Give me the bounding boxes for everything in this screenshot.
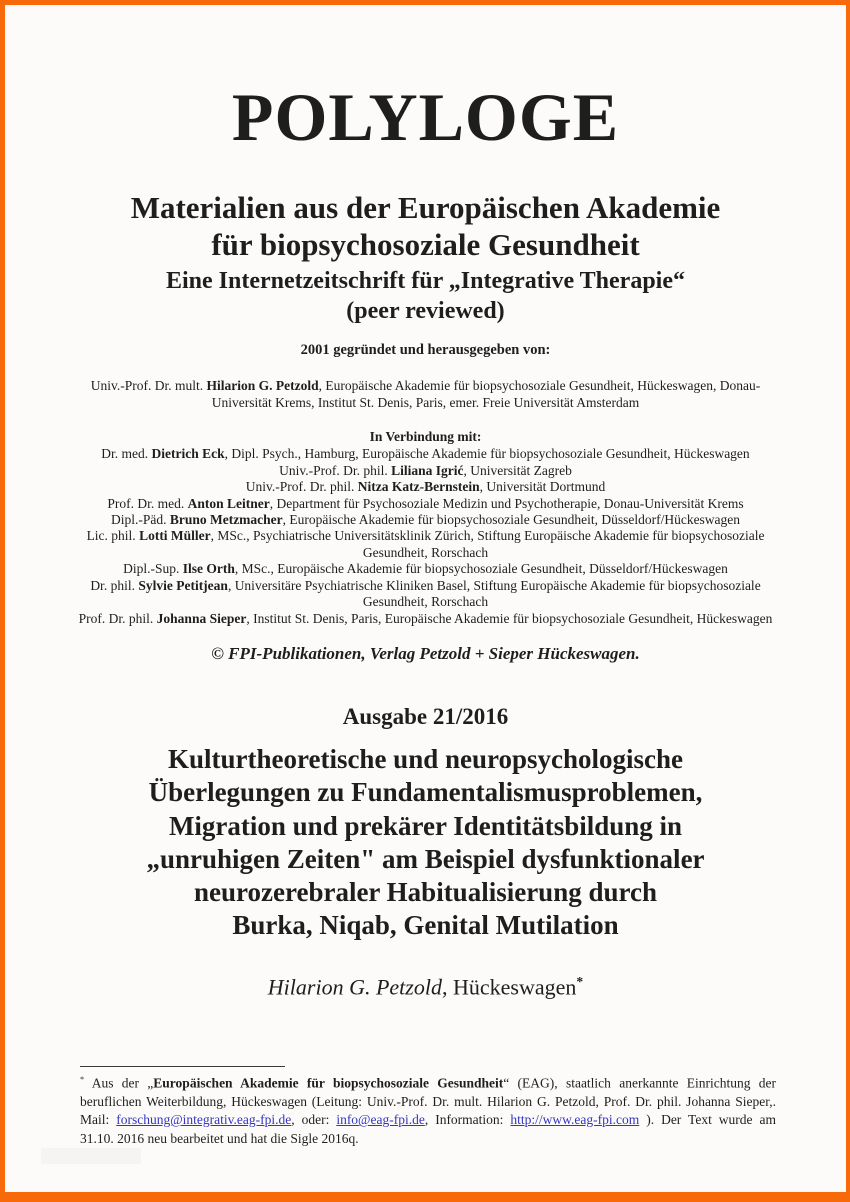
editor-name: Hilarion G. Petzold <box>206 378 319 394</box>
member-prefix: Prof. Dr. phil. <box>78 610 157 626</box>
board-member <box>71 446 780 462</box>
member-name: Dietrich Eck <box>151 446 225 462</box>
journal-title: POLYLOGE <box>231 79 620 155</box>
board-member <box>71 561 780 577</box>
footnote-segment: Aus der „ <box>84 1075 154 1091</box>
editorial-board-list <box>71 446 780 627</box>
member-name: Liliana Igrić <box>391 462 464 478</box>
member-affiliation: , MSc., Europäische Akademie für biopsychosoziale Gesundheit, Düsseldorf/Hückeswagen <box>234 561 728 577</box>
author-name: Hilarion G. Petzold <box>267 973 442 999</box>
board-member <box>71 463 780 479</box>
member-affiliation: , Department für Psychosoziale Medizin und Psychotherapie, Donau-Universität Krems <box>269 495 744 511</box>
footnote-marker: * <box>80 1075 85 1085</box>
footnote-segment: , Information: <box>424 1112 511 1128</box>
editor-prefix: Univ.-Prof. Dr. mult. <box>90 378 207 394</box>
journal-subtitle2: Eine Internetzeitschrift für „Integrative Therapie“ <box>165 268 685 295</box>
article-title-line: Burka, Niqab, Genital Mutilation <box>232 910 619 941</box>
journal-subtitle-line1: Materialien aus der Europäischen Akademie <box>130 190 721 225</box>
board-member <box>71 479 780 495</box>
footnote-text <box>80 1074 776 1148</box>
member-prefix: Lic. phil. <box>86 528 140 544</box>
footnote-block <box>80 1066 776 1148</box>
board-member <box>71 496 780 512</box>
board-member <box>71 611 780 627</box>
member-prefix: Dipl.-Päd. <box>110 512 170 527</box>
member-affiliation: , Universität Dortmund <box>479 479 606 495</box>
footnote-segment: ). Der Text wurde am 31.10. 2016 neu bearbeitet und hat die Sigle 2016q. <box>80 1112 777 1146</box>
member-prefix: Prof. Dr. med. <box>107 495 188 511</box>
journal-subtitle-line2: für biopsychosoziale Gesundheit <box>211 227 640 263</box>
member-name: Bruno Metzmacher <box>169 512 283 527</box>
member-prefix: Univ.-Prof. Dr. phil. <box>245 479 358 495</box>
article-title-line: „unruhigen Zeiten" am Beispiel dysfunktionaler <box>146 843 705 874</box>
board-member <box>71 578 780 611</box>
footnote-segment: “ (EAG), staatlich anerkannte Einrichtung der beruflichen Weiterbildung, Hückeswagen (Leitung: Univ.-Prof. Dr. mult. Hilarion G. Petzold, Prof. Dr. phil. Johanna Sieper,. Mail: <box>80 1075 776 1128</box>
article-title <box>71 743 780 942</box>
email-link-info[interactable]: info@eag-fpi.de <box>336 1112 425 1128</box>
faint-watermark <box>41 1148 141 1164</box>
chief-editor-line <box>71 378 780 412</box>
author-location: , Hückeswagen <box>441 973 577 999</box>
editor-affiliation: , Europäische Akademie für biopsychosoziale Gesundheit, Hückeswagen, Donau-Universität Krems, Institut St. Denis, Paris, emer. Freie Universität Amsterdam <box>211 378 761 411</box>
member-prefix: Dr. phil. <box>90 577 139 593</box>
member-name: Anton Leitner <box>187 495 270 511</box>
board-member <box>71 528 780 561</box>
member-name: Ilse Orth <box>182 561 235 577</box>
article-title-line: Migration und prekärer Identitätsbildung in <box>168 810 683 841</box>
journal-subtitle <box>71 189 780 263</box>
article-title-line: neurozerebraler Habitualisierung durch <box>193 877 657 908</box>
member-prefix: Univ.-Prof. Dr. phil. <box>279 462 392 478</box>
website-link-eag-fpi[interactable]: http://www.eag-fpi.com <box>510 1112 640 1128</box>
author-line <box>71 974 780 1000</box>
member-name: Nitza Katz-Bernstein <box>357 479 480 495</box>
page-content <box>5 79 846 1000</box>
member-prefix: Dr. med. <box>101 446 152 462</box>
article-title-line: Überlegungen zu Fundamentalismusproblemen, <box>148 777 703 808</box>
member-affiliation: , Universitäre Psychiatrische Kliniken Basel, Stiftung Europäische Akademie für biopsychosoziale Gesundheit, Rorschach <box>227 577 761 610</box>
publisher-copyright-line: © FPI-Publikationen, Verlag Petzold + Sieper Hückeswagen. <box>211 644 640 664</box>
board-heading: In Verbindung mit: <box>369 429 482 445</box>
founded-heading: 2001 gegründet und herausgegeben von: <box>300 342 551 359</box>
member-affiliation: , MSc., Psychiatrische Universitätsklinik Zürich, Stiftung Europäische Akademie für biopsychosoziale Gesundheit, Rorschach <box>210 528 765 560</box>
member-name: Lotti Müller <box>139 528 211 544</box>
member-affiliation: , Dipl. Psych., Hamburg, Europäische Akademie für biopsychosoziale Gesundheit, Hückeswagen <box>224 446 750 462</box>
board-member <box>71 512 780 528</box>
member-name: Sylvie Petitjean <box>138 577 228 593</box>
issue-label: Ausgabe 21/2016 <box>342 704 509 730</box>
footnote-bold-institution: Europäischen Akademie für biopsychosoziale Gesundheit <box>153 1075 504 1091</box>
footnote-segment: , oder: <box>291 1112 337 1128</box>
article-title-line: Kulturtheoretische und neuropsychologische <box>167 744 684 775</box>
member-affiliation: , Europäische Akademie für biopsychosoziale Gesundheit, Düsseldorf/Hückeswagen <box>282 512 741 527</box>
member-name: Johanna Sieper <box>156 610 247 626</box>
footnote-reference-mark: * <box>576 973 584 989</box>
member-affiliation: , Universität Zagreb <box>463 462 572 478</box>
footnote-separator-rule <box>80 1066 285 1067</box>
member-prefix: Dipl.-Sup. <box>123 561 183 577</box>
email-link-forschung[interactable]: forschung@integrativ.eag-fpi.de <box>116 1112 292 1128</box>
peer-reviewed-note: (peer reviewed) <box>346 298 505 325</box>
member-affiliation: , Institut St. Denis, Paris, Europäische Akademie für biopsychosoziale Gesundheit, Hückeswagen <box>246 610 773 626</box>
